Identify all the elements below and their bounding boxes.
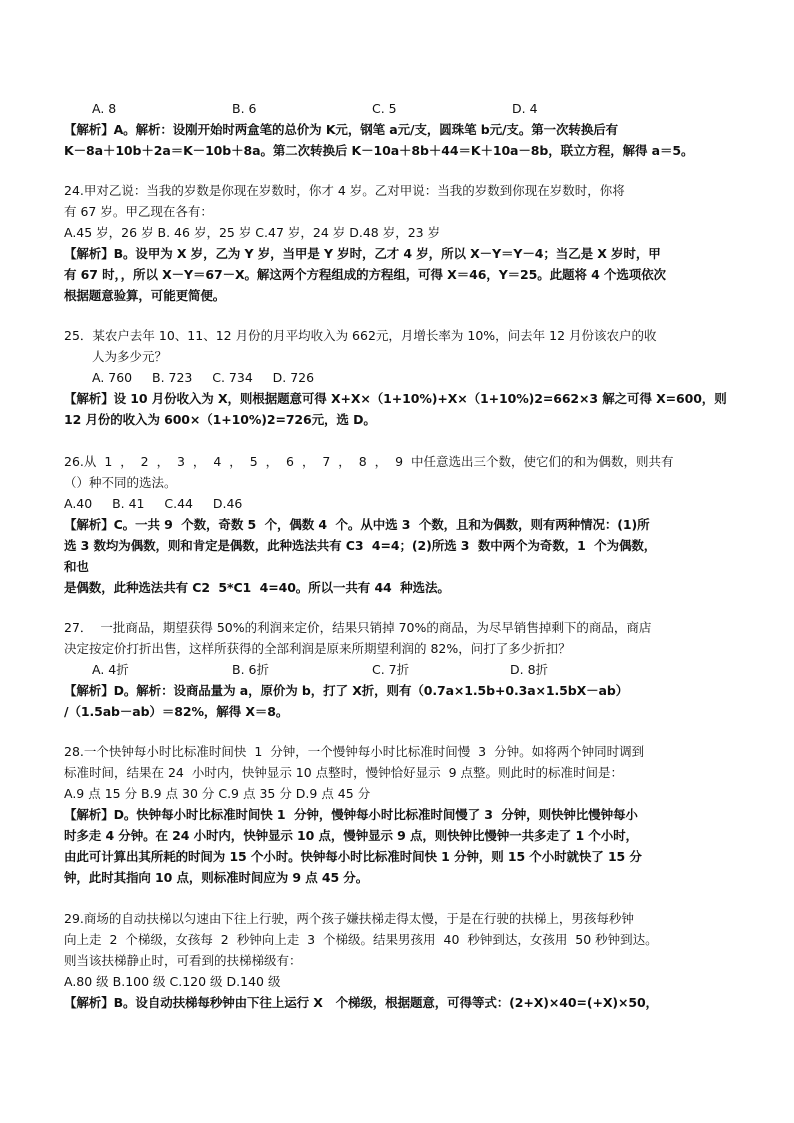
- q28-analysis-line-2: 时多走 4 分钟。在 24 小时内，快钟显示 10 点，慢钟显示 9 点，则快钟比慢钟一共多走了 1 个小时，: [64, 828, 638, 843]
- q29-options: A.80 级 B.100 级 C.120 级 D.140 级: [64, 974, 281, 989]
- q26-analysis-line-3: 和也: [64, 559, 89, 574]
- q23-options: [64, 98, 704, 119]
- q27-option-d: D. 8折: [510, 662, 549, 677]
- q26-analysis-line-4: 是偶数，此种选法共有 C2 5*C1 4=40。所以一共有 44 种选法。: [64, 580, 450, 595]
- q23-analysis-line-1: 【解析】A。解析：设刚开始时两盒笔的总价为 K元，钢笔 a元/支，圆珠笔 b元/支。第一次转换后有: [64, 122, 619, 137]
- q28-options: A.9 点 15 分 B.9 点 30 分 C.9 点 35 分 D.9 点 45 分: [64, 786, 371, 801]
- q28-analysis-line-4: 钟，此时其指向 10 点，则标准时间应为 9 点 45 分。: [64, 870, 369, 885]
- q25-question-line-1: 25．某农户去年 10、11、12 月份的月平均收入为 662元，月增长率为 10%，问去年 12 月份该农户的收: [64, 328, 657, 343]
- q25-question-line-2: 人为多少元？: [92, 349, 168, 364]
- q27-analysis-line-1: 【解析】D。解析：设商品量为 a，原价为 b，打了 X折，则有（0.7a×1.5b+0.3a×1.5bX－ab）: [64, 683, 629, 698]
- q25-analysis-line-2: 12 月份的收入为 600×（1+10%)2=726元，选 D。: [64, 412, 376, 427]
- q27-option-b: B. 6折: [232, 662, 269, 677]
- q23-option-b: B. 6: [232, 101, 257, 116]
- q28-question-line-1: 28.一个快钟每小时比标准时间快 1 分钟，一个慢钟每小时比标准时间慢 3 分钟。如将两个钟同时调到: [64, 744, 645, 759]
- q23-option-c: C. 5: [372, 101, 397, 116]
- q26-analysis-line-1: 【解析】C。一共 9 个数，奇数 5 个，偶数 4 个。从中选 3 个数，且和为偶数，则有两种情况：(1)所: [64, 517, 650, 532]
- q24-question-line-1: 24.甲对乙说：当我的岁数是你现在岁数时，你才 4 岁。乙对甲说：当我的岁数到你现在岁数时，你将: [64, 183, 625, 198]
- q26-question-line-2: （）种不同的选法。: [64, 475, 177, 490]
- q27-option-c: C. 7折: [372, 662, 410, 677]
- q29-question-line-2: 向上走 2 个梯级，女孩每 2 秒钟向上走 3 个梯级。结果男孩用 40 秒钟到达，女孩用 50 秒钟到达。: [64, 932, 658, 947]
- q25-analysis-line-1: 【解析】设 10 月份收入为 X，则根据题意可得 X+X×（1+10%)+X×（1+10%)2=662×3 解之可得 X=600，则: [64, 391, 727, 406]
- q28-analysis-line-3: 由此可计算出其所耗的时间为 15 个小时。快钟每小时比标准时间快 1 分钟，则 15 个小时就快了 15 分: [64, 849, 642, 864]
- q26-options: A.40 B. 41 C.44 D.46: [64, 496, 243, 511]
- q25-options: A. 760 B. 723 C. 734 D. 726: [92, 370, 315, 385]
- q29-question-line-1: 29.商场的自动扶梯以匀速由下往上行驶，两个孩子嫌扶梯走得太慢，于是在行驶的扶梯上，男孩每秒钟: [64, 911, 634, 926]
- q23-analysis-line-2: K－8a＋10b＋2a＝K－10b＋8a。第二次转换后 K－10a＋8b＋44＝K＋10a－8b，联立方程，解得 a＝5。: [64, 143, 694, 158]
- q24-analysis-line-1: 【解析】B。设甲为 X 岁，乙为 Y 岁，当甲是 Y 岁时，乙才 4 岁，所以 X－Y＝Y－4；当乙是 X 岁时，甲: [64, 246, 661, 261]
- q29-question-line-3: 则当该扶梯静止时，可看到的扶梯梯级有：: [64, 953, 302, 968]
- q28-analysis-line-1: 【解析】D。快钟每小时比标准时间快 1 分钟，慢钟每小时比标准时间慢了 3 分钟，则快钟比慢钟每小: [64, 807, 638, 822]
- q26-analysis-line-2: 选 3 数均为偶数，则和肯定是偶数，此种选法共有 C3 4=4；(2)所选 3 数中两个为奇数，1 个为偶数，: [64, 538, 657, 553]
- q24-question-line-2: 有 67 岁。甲乙现在各有：: [64, 204, 213, 219]
- q26-question-line-1: 26.从 1 ， 2 ， 3 ， 4 ， 5 ， 6 ， 7 ， 8 ， 9 中任意选出三个数，使它们的和为偶数，则共有: [64, 454, 674, 469]
- q24-analysis-line-2: 有 67 时，，所以 X－Y＝67－X。解这两个方程组成的方程组，可得 X＝46，Y＝25。此题将 4 个选项依次: [64, 267, 666, 282]
- q23-option-d: D. 4: [512, 101, 538, 116]
- q27-options: [64, 659, 704, 680]
- q27-question-line-1: 27． 一批商品，期望获得 50%的利润来定价，结果只销掉 70%的商品，为尽早销售掉剩下的商品，商店: [64, 620, 652, 635]
- q27-option-a: A. 4折: [92, 662, 129, 677]
- q23-option-a: A. 8: [92, 101, 117, 116]
- q27-analysis-line-2: /（1.5ab－ab）＝82%，解得 X＝8。: [64, 704, 289, 719]
- q28-question-line-2: 标准时间，结果在 24 小时内，快钟显示 10 点整时，慢钟恰好显示 9 点整。则此时的标准时间是：: [64, 765, 624, 780]
- q29-analysis-line-1: 【解析】B。设自动扶梯每秒钟由下往上运行 X 个梯级，根据题意，可得等式：(2+X)×40=(+X)×50，: [64, 995, 658, 1010]
- q24-options: A.45 岁，26 岁 B. 46 岁，25 岁 C.47 岁，24 岁 D.48 岁，23 岁: [64, 225, 441, 240]
- q27-question-line-2: 决定按定价打折出售，这样所获得的全部利润是原来所期望利润的 82%，问打了多少折扣？: [64, 641, 571, 656]
- q24-analysis-line-3: 根据题意验算，可能更简便。: [64, 288, 226, 303]
